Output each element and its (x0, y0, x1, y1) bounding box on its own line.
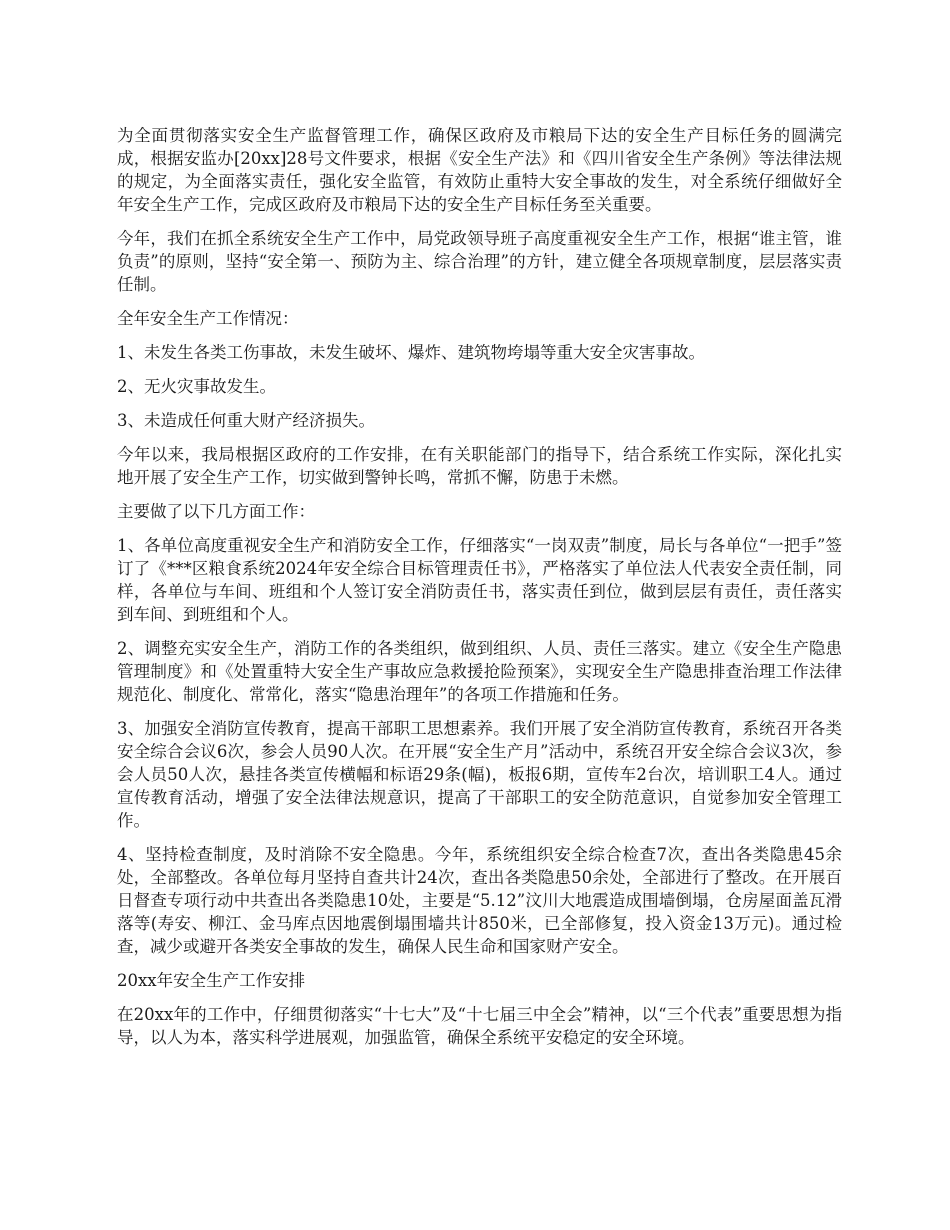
paragraph-result-1: 1、未发生各类工伤事故，未发生破坏、爆炸、建筑物垮塌等重大安全灾害事故。 (117, 343, 705, 362)
paragraph-overview: 今年以来，我局根据区政府的工作安排，在有关职能部门的指导下，结合系统工作实际，深化扎实地开展了安全生产工作，切实做到警钟长鸣，常抓不懈，防患于未燃。 (117, 445, 842, 487)
paragraph-work-3: 3、加强安全消防宣传教育，提高干部职工思想素养。我们开展了安全消防宣传教育，系统召开各类安全综合会议6次，参会人员90人次。在开展“安全生产月”活动中，系统召开安全综合会议3次，参会人员50人次，悬挂各类宣传横幅和标语29条(幅)，板报6期，宣传车2台次，培训职工4人。通过宣传教育活动，增强了安全法律法规意识，提高了干部职工的安全防范意识，自觉参加安全管理工作。 (117, 719, 842, 830)
paragraph-plan: 在20xx年的工作中，仔细贯彻落实“十七大”及“十七届三中全会”精神，以“三个代表”重要思想为指导，以人为本，落实科学进展观，加强监管，确保全系统平安稳定的安全环境。 (117, 1005, 842, 1047)
paragraph-result-2: 2、无火灾事故发生。 (117, 377, 276, 396)
paragraph-annual-heading: 全年安全生产工作情况： (117, 309, 299, 328)
paragraph-plan-heading: 20xx年安全生产工作安排 (117, 971, 306, 990)
paragraph-work-4: 4、坚持检查制度，及时消除不安全隐患。今年，系统组织安全综合检查7次，查出各类隐患45余处，全部整改。各单位每月坚持自查共计24次，查出各类隐患50余处，全部进行了整改。在开展百日督查专项行动中共查出各类隐患10处，主要是“5.12”汶川大地震造成围墙倒塌，仓房屋面盖瓦滑落等(寿安、柳江、金马库点因地震倒塌围墙共计850米，已全部修复，投入资金13万元)。通过检查，减少或避开各类安全事故的发生，确保人民生命和国家财产安全。 (117, 845, 842, 956)
document-body (117, 124, 842, 1060)
paragraph-result-3: 3、未造成任何重大财产经济损失。 (117, 411, 375, 430)
paragraph-intro: 为全面贯彻落实安全生产监督管理工作，确保区政府及市粮局下达的安全生产目标任务的圆满完成，根据安监办[20xx]28号文件要求，根据《安全生产法》和《四川省安全生产条例》等法律法规的规定，为全面落实责任，强化安全监管，有效防止重特大安全事故的发生，对全系统仔细做好全年安全生产工作，完成区政府及市粮局下达的安全生产目标任务至关重要。 (117, 126, 842, 214)
paragraph-leadership: 今年，我们在抓全系统安全生产工作中，局党政领导班子高度重视安全生产工作，根据“谁主管，谁负责”的原则，坚持“安全第一、预防为主、综合治理”的方针，建立健全各项规章制度，层层落实责任制。 (117, 229, 842, 294)
paragraph-work-1: 1、各单位高度重视安全生产和消防安全工作，仔细落实“一岗双责”制度，局长与各单位“一把手”签订了《***区粮食系统2024年安全综合目标管理责任书》，严格落实了单位法人代表安全责任制，同样，各单位与车间、班组和个人签订安全消防责任书，落实责任到位，做到层层有责任，责任落实到车间、到班组和个人。 (117, 536, 842, 624)
paragraph-work-2: 2、调整充实安全生产，消防工作的各类组织，做到组织、人员、责任三落实。建立《安全生产隐患管理制度》和《处置重特大安全生产事故应急救援抢险预案》，实现安全生产隐患排查治理工作法律规范化、制度化、常常化，落实“隐患治理年”的各项工作措施和任务。 (117, 639, 842, 704)
paragraph-work-heading: 主要做了以下几方面工作： (117, 502, 315, 521)
